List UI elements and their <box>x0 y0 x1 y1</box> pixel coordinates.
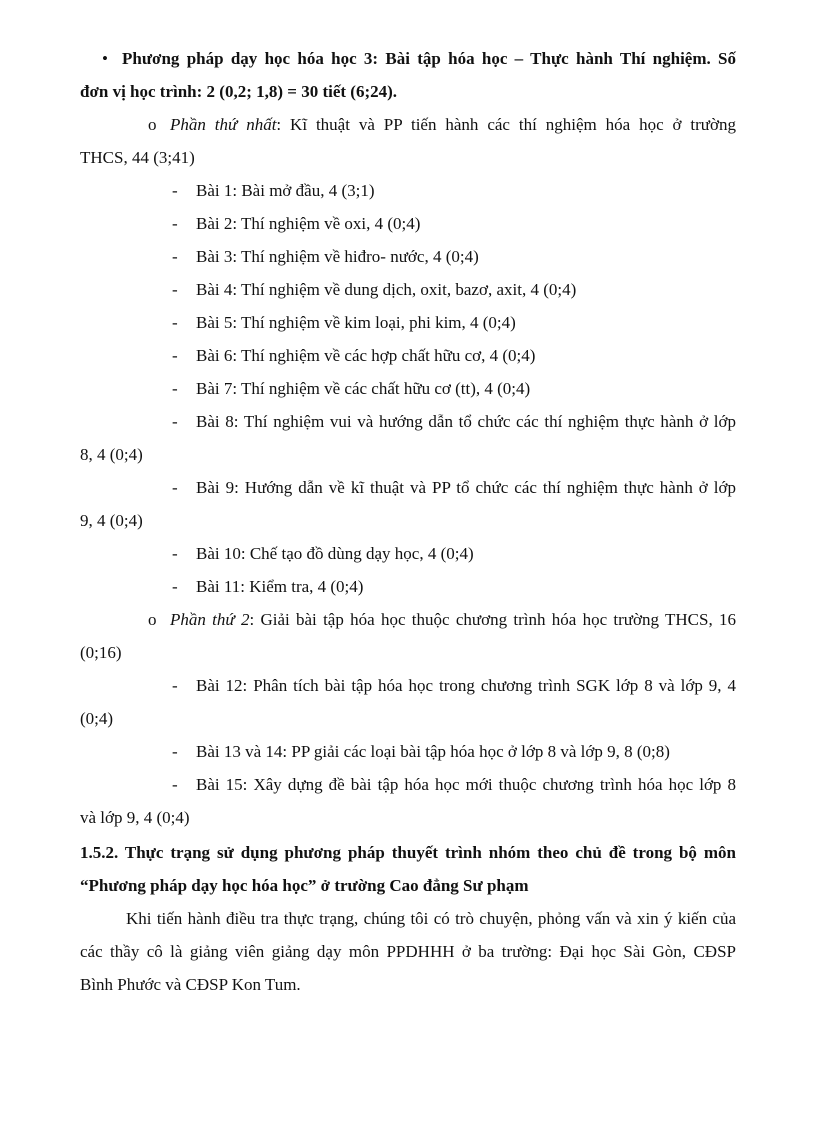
lesson-item <box>172 339 736 372</box>
lesson-text: Bài 9: Hướng dẫn về kĩ thuật và PP tổ chức các thí nghiệm thực hành ở lớp <box>196 478 736 497</box>
lesson-9-line-1 <box>172 471 736 504</box>
lesson-text: Bài 2: Thí nghiệm về oxi, 4 (0;4) <box>196 214 421 233</box>
section-heading-line-2: “Phương pháp dạy học hóa học” ở trường Cao đẳng Sư phạm <box>80 876 529 895</box>
part2-marker: o <box>148 610 157 629</box>
paragraph-line-3: Bình Phước và CĐSP Kon Tum. <box>80 975 301 994</box>
lesson-text: Bài 8: Thí nghiệm vui và hướng dẫn tổ chức các thí nghiệm thực hành ở lớp <box>196 412 736 431</box>
part2-line-2: (0;16) <box>80 643 122 662</box>
lesson-text: Bài 5: Thí nghiệm về kim loại, phi kim, 4 (0;4) <box>196 313 516 332</box>
lesson-8-line-1 <box>172 405 736 438</box>
lesson-8-line-2: 8, 4 (0;4) <box>80 445 143 464</box>
dash-marker: - <box>172 742 178 761</box>
dash-marker: - <box>172 577 178 596</box>
dash-marker: - <box>172 247 178 266</box>
lesson-text: Bài 6: Thí nghiệm về các hợp chất hữu cơ, 4 (0;4) <box>196 346 536 365</box>
paragraph-line-1: Khi tiến hành điều tra thực trạng, chúng tôi có trò chuyện, phỏng vấn và xin ý kiến của <box>126 909 736 928</box>
lesson-text: Bài 4: Thí nghiệm về dung dịch, oxit, bazơ, axit, 4 (0;4) <box>196 280 577 299</box>
dash-marker: - <box>172 478 178 497</box>
part1-label: Phần thứ nhất <box>170 115 277 134</box>
lesson-item <box>172 273 736 306</box>
dash-marker: - <box>172 214 178 233</box>
part1-rest: : Kĩ thuật và PP tiến hành các thí nghiệm hóa học ở trường <box>276 115 736 134</box>
lesson-text: Bài 15: Xây dựng đề bài tập hóa học mới thuộc chương trình hóa học lớp 8 <box>196 775 736 794</box>
bullet-marker: • <box>102 49 108 68</box>
lesson-item <box>172 174 736 207</box>
lesson-9-line-2: 9, 4 (0;4) <box>80 511 143 530</box>
lesson-text: Bài 12: Phân tích bài tập hóa học trong chương trình SGK lớp 8 và lớp 9, 4 <box>196 676 736 695</box>
lesson-text: Bài 13 và 14: PP giải các loại bài tập hóa học ở lớp 8 và lớp 9, 8 (0;8) <box>196 742 670 761</box>
lesson-12-line-1 <box>172 669 736 702</box>
part2-rest: : Giải bài tập hóa học thuộc chương trình hóa học trường THCS, 16 <box>249 610 736 629</box>
lesson-11 <box>172 570 736 603</box>
bullet-text-1: Phương pháp dạy học hóa học 3: Bài tập hóa học – Thực hành Thí nghiệm. Số <box>122 49 736 68</box>
lesson-15-line-1 <box>172 768 736 801</box>
part1-line-2: THCS, 44 (3;41) <box>80 148 195 167</box>
lesson-text: Bài 3: Thí nghiệm về hiđro- nước, 4 (0;4) <box>196 247 479 266</box>
lesson-text: Bài 11: Kiểm tra, 4 (0;4) <box>196 577 364 596</box>
part2-label: Phần thứ 2 <box>170 610 250 629</box>
lesson-item <box>172 240 736 273</box>
dash-marker: - <box>172 346 178 365</box>
lesson-10 <box>172 537 736 570</box>
dash-marker: - <box>172 412 178 431</box>
lesson-item <box>172 207 736 240</box>
part1-line-1 <box>148 108 736 141</box>
lesson-13-14 <box>172 735 736 768</box>
lesson-item <box>172 306 736 339</box>
paragraph-line-2: các thầy cô là giảng viên giảng dạy môn PPDHHH ở ba trường: Đại học Sài Gòn, CĐSP <box>80 942 736 961</box>
part1-marker: o <box>148 115 157 134</box>
bullet-line-2: đơn vị học trình: 2 (0,2; 1,8) = 30 tiết (6;24). <box>80 82 398 101</box>
dash-marker: - <box>172 280 178 299</box>
lesson-text: Bài 1: Bài mở đầu, 4 (3;1) <box>196 181 375 200</box>
dash-marker: - <box>172 676 178 695</box>
bullet-line-1 <box>102 42 736 75</box>
section-heading-line-1: 1.5.2. Thực trạng sử dụng phương pháp thuyết trình nhóm theo chủ đề trong bộ môn <box>80 843 736 862</box>
lesson-text: Bài 7: Thí nghiệm về các chất hữu cơ (tt), 4 (0;4) <box>196 379 531 398</box>
dash-marker: - <box>172 181 178 200</box>
dash-marker: - <box>172 379 178 398</box>
part2-line-1 <box>148 603 736 636</box>
lesson-12-line-2: (0;4) <box>80 709 114 728</box>
lesson-text: Bài 10: Chế tạo đồ dùng dạy học, 4 (0;4) <box>196 544 474 563</box>
dash-marker: - <box>172 544 178 563</box>
dash-marker: - <box>172 313 178 332</box>
lesson-item <box>172 372 736 405</box>
lesson-15-line-2: và lớp 9, 4 (0;4) <box>80 808 190 827</box>
dash-marker: - <box>172 775 178 794</box>
